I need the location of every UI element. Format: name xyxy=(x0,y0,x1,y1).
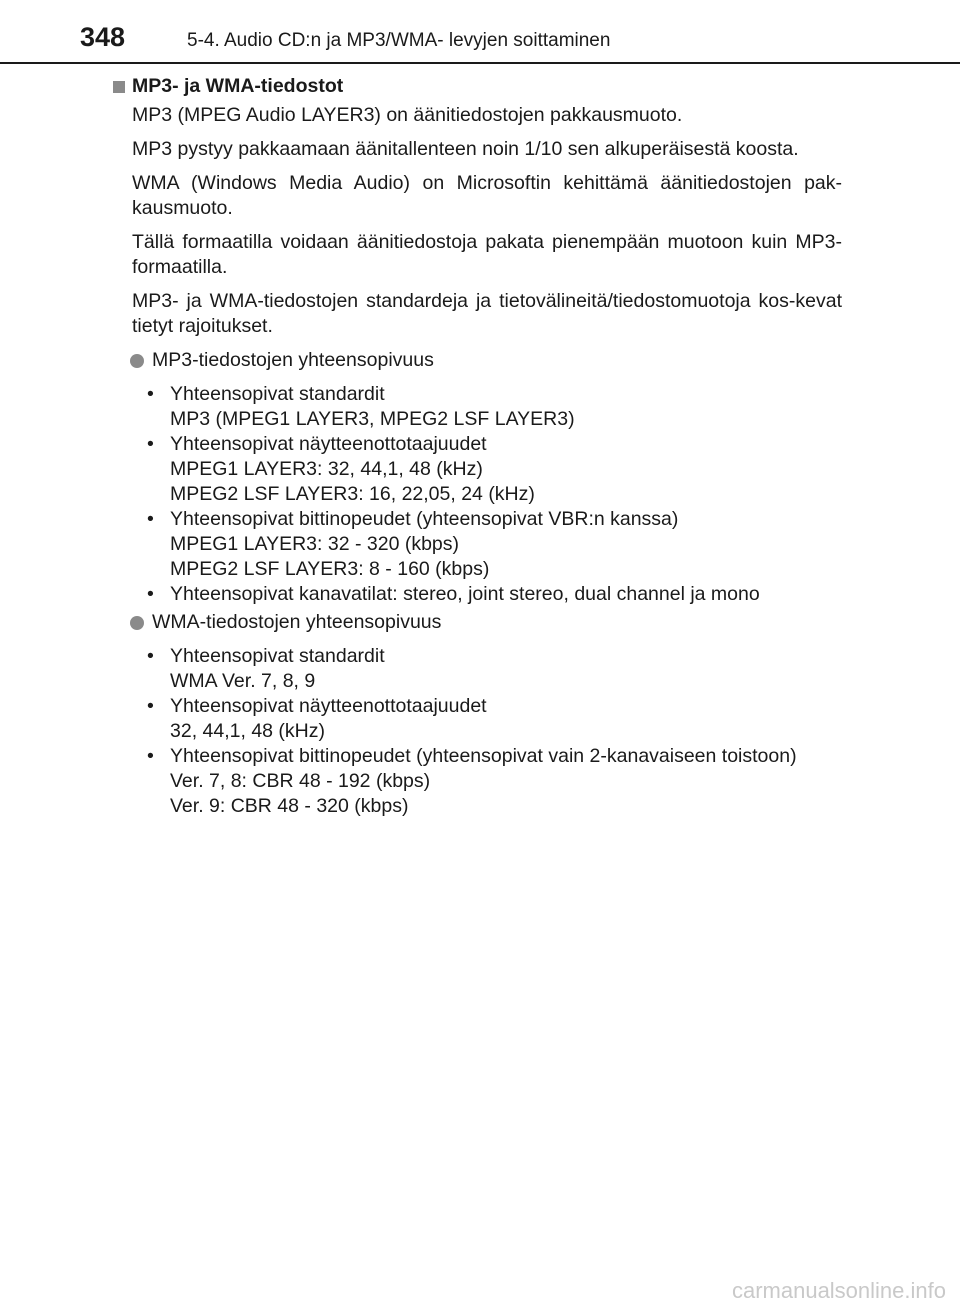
list-item xyxy=(112,507,842,582)
bullet-dot-icon: • xyxy=(147,645,154,667)
list-item-line: 32, 44,1, 48 (kHz) xyxy=(170,720,325,742)
list-item-line: Yhteensopivat näytteenottotaajuudet xyxy=(170,433,487,455)
chapter-title: 5-4. Audio CD:n ja MP3/WMA- levyjen soittaminen xyxy=(187,30,611,51)
mp3-compat-list xyxy=(112,382,842,607)
wma-compat-heading xyxy=(112,610,842,635)
page-header xyxy=(0,0,960,64)
list-item xyxy=(112,382,842,432)
list-item-line: Ver. 9: CBR 48 - 320 (kbps) xyxy=(170,795,409,817)
section-heading xyxy=(112,74,842,99)
list-item-line: MPEG2 LSF LAYER3: 8 - 160 (kbps) xyxy=(170,558,490,580)
paragraph: MP3 pystyy pakkaamaan äänitallenteen noin 1/10 sen alkuperäisestä koosta. xyxy=(132,138,799,160)
footer-watermark: carmanualsonline.info xyxy=(731,1278,946,1303)
list-item-line: MPEG1 LAYER3: 32 - 320 (kbps) xyxy=(170,533,460,555)
paragraph: WMA (Windows Media Audio) on Microsoftin kehittämä äänitiedostojen pak-kausmuoto. xyxy=(132,172,842,219)
section-heading-text: MP3- ja WMA-tiedostot xyxy=(132,75,344,97)
list-item-line: Yhteensopivat standardit xyxy=(170,383,385,405)
list-item-line: MPEG2 LSF LAYER3: 16, 22,05, 24 (kHz) xyxy=(170,483,535,505)
paragraph: Tällä formaatilla voidaan äänitiedostoja pakata pienempään muotoon kuin MP3-formaatilla. xyxy=(132,231,842,278)
list-item xyxy=(112,694,842,744)
list-item xyxy=(112,432,842,507)
bullet-dot-icon: • xyxy=(147,745,154,767)
list-item-line: Ver. 7, 8: CBR 48 - 192 (kbps) xyxy=(170,770,431,792)
mp3-compat-heading-text: MP3-tiedostojen yhteensopivuus xyxy=(152,349,434,371)
paragraph: MP3- ja WMA-tiedostojen standardeja ja tietovälineitä/tiedostomuotoja kos-kevat tietyt rajoitukset. xyxy=(132,290,842,337)
page-number: 348 xyxy=(80,22,126,52)
list-item-line: Yhteensopivat bittinopeudet (yhteensopivat vain 2-kanavaiseen toistoon) xyxy=(170,745,797,767)
list-item-line: WMA Ver. 7, 8, 9 xyxy=(170,670,316,692)
bullet-dot-icon: • xyxy=(147,433,154,455)
mp3-compat-heading xyxy=(112,348,842,373)
paragraph: MP3 (MPEG Audio LAYER3) on äänitiedostojen pakkausmuoto. xyxy=(132,104,683,126)
bullet-dot-icon: • xyxy=(147,508,154,530)
list-item-line: MP3 (MPEG1 LAYER3, MPEG2 LSF LAYER3) xyxy=(170,408,575,430)
list-item xyxy=(112,644,842,694)
list-item-line: Yhteensopivat näytteenottotaajuudet xyxy=(170,695,487,717)
list-item-line: Yhteensopivat kanavatilat: stereo, joint stereo, dual channel ja mono xyxy=(170,583,760,605)
list-item-line: Yhteensopivat bittinopeudet (yhteensopivat VBR:n kanssa) xyxy=(170,508,679,530)
page-content xyxy=(112,74,842,820)
list-item-line: Yhteensopivat standardit xyxy=(170,645,385,667)
wma-compat-list xyxy=(112,644,842,819)
bullet-dot-icon: • xyxy=(147,583,154,605)
square-bullet-icon xyxy=(113,81,125,93)
bullet-dot-icon: • xyxy=(147,695,154,717)
list-item-line: MPEG1 LAYER3: 32, 44,1, 48 (kHz) xyxy=(170,458,483,480)
list-item xyxy=(112,582,842,607)
list-item xyxy=(112,744,842,819)
circle-bullet-icon xyxy=(130,616,144,630)
circle-bullet-icon xyxy=(130,354,144,368)
wma-compat-heading-text: WMA-tiedostojen yhteensopivuus xyxy=(152,611,442,633)
header-divider xyxy=(0,62,960,64)
bullet-dot-icon: • xyxy=(147,383,154,405)
